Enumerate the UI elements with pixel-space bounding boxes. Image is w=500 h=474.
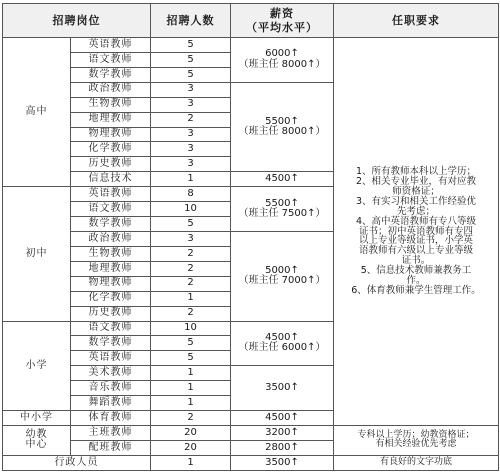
count-cell: 1 — [151, 172, 231, 187]
salary-cell — [231, 231, 334, 321]
level-kindergarten-line2: 中心 — [25, 439, 48, 451]
count-cell: 3 — [151, 231, 231, 246]
position-cell: 历史教师 — [71, 157, 151, 172]
count-cell: 10 — [151, 321, 231, 336]
requirement-item: 4、高中英语教师有专八等级 — [355, 215, 477, 227]
header-row — [3, 4, 499, 38]
count-cell: 2 — [151, 112, 231, 127]
header-count: 招聘人数 — [151, 4, 231, 38]
salary-cell: 3200↑ — [231, 425, 334, 440]
header-requirements: 任职要求 — [334, 4, 499, 38]
position-cell-admin: 行政人员 — [3, 455, 151, 470]
count-cell: 20 — [151, 440, 231, 455]
requirement-item: 5、信息技术教师兼教务工 — [360, 265, 472, 277]
position-cell: 语文教师 — [71, 321, 151, 336]
position-cell: 配班教师 — [71, 440, 151, 455]
salary-base: 6000↑ — [265, 48, 299, 60]
salary-head-teacher: （班主任 8000↑） — [238, 58, 326, 70]
salary-cell: 3500↑ — [231, 366, 334, 411]
count-cell: 1 — [151, 381, 231, 396]
salary-head-teacher: （班主任 7500↑） — [238, 208, 326, 220]
header-salary-line1: 薪资 — [270, 6, 294, 20]
position-cell: 舞蹈教师 — [71, 396, 151, 411]
position-cell: 生物教师 — [71, 246, 151, 261]
level-mid-primary: 中小学 — [3, 411, 71, 426]
count-cell: 1 — [151, 455, 231, 470]
count-cell: 20 — [151, 425, 231, 440]
table-row — [3, 455, 499, 470]
requirement-item: 证书。 — [401, 255, 431, 267]
salary-cell: 2800↑ — [231, 440, 334, 455]
requirement-item: 语教师有六级以上专业等级 — [358, 245, 473, 257]
salary-base: 4500↑ — [265, 331, 299, 343]
position-cell: 信息技术 — [71, 172, 151, 187]
position-cell: 体育教师 — [71, 411, 151, 426]
count-cell: 5 — [151, 351, 231, 366]
count-cell: 3 — [151, 97, 231, 112]
count-cell: 3 — [151, 157, 231, 172]
table-row — [3, 38, 499, 53]
requirement-item: 1、所有教师本科以上学历； — [355, 165, 477, 177]
header-salary-line2: （平均水平） — [246, 20, 318, 34]
position-cell: 音乐教师 — [71, 381, 151, 396]
count-cell: 5 — [151, 67, 231, 82]
count-cell: 3 — [151, 142, 231, 157]
count-cell: 3 — [151, 82, 231, 97]
salary-head-teacher: （班主任 7000↑） — [238, 275, 326, 287]
header-position: 招聘岗位 — [3, 4, 151, 38]
count-cell: 8 — [151, 187, 231, 202]
position-cell: 政治教师 — [71, 82, 151, 97]
salary-cell: 4500↑ — [231, 172, 334, 187]
requirement-item: 2、相关专业毕业，有对应教 — [355, 175, 477, 187]
count-cell: 1 — [151, 291, 231, 306]
level-middle-school: 初中 — [3, 187, 71, 321]
salary-cell: 4500↑ — [231, 411, 334, 426]
requirement-item: 以上专业等级证书，小学英 — [358, 235, 473, 247]
count-cell: 2 — [151, 411, 231, 426]
position-cell: 英语教师 — [71, 187, 151, 202]
requirement-item: 作。 — [406, 275, 426, 287]
position-cell: 数学教师 — [71, 67, 151, 82]
count-cell: 5 — [151, 52, 231, 67]
recruitment-table — [2, 3, 499, 471]
position-cell: 英语教师 — [71, 38, 151, 53]
position-cell: 地理教师 — [71, 261, 151, 276]
count-cell: 10 — [151, 202, 231, 217]
position-cell: 英语教师 — [71, 351, 151, 366]
position-cell: 地理教师 — [71, 112, 151, 127]
count-cell: 5 — [151, 217, 231, 232]
salary-head-teacher: （班主任 6000↑） — [238, 342, 326, 354]
position-cell: 物理教师 — [71, 127, 151, 142]
count-cell: 3 — [151, 127, 231, 142]
position-cell: 主班教师 — [71, 425, 151, 440]
requirement-item: 6、体育教师兼学生管理工作。 — [351, 285, 481, 297]
position-cell: 化学教师 — [71, 291, 151, 306]
level-high-school: 高中 — [3, 38, 71, 187]
position-cell: 数学教师 — [71, 217, 151, 232]
count-cell: 2 — [151, 246, 231, 261]
requirement-item: 专科以上学历；幼教资格证； — [357, 429, 475, 440]
salary-head-teacher: （班主任 8000↑） — [238, 126, 326, 138]
count-cell: 5 — [151, 336, 231, 351]
position-cell: 历史教师 — [71, 306, 151, 321]
salary-base: 5500↑ — [265, 197, 299, 209]
count-cell: 1 — [151, 366, 231, 381]
salary-cell — [231, 321, 334, 366]
kindergarten-requirements — [334, 425, 499, 455]
position-cell: 化学教师 — [71, 142, 151, 157]
salary-cell — [231, 187, 334, 232]
requirement-item: 证书；初中英语教师有专四 — [358, 225, 473, 237]
salary-cell — [231, 82, 334, 172]
header-salary — [231, 4, 334, 38]
position-cell: 生物教师 — [71, 97, 151, 112]
salary-cell — [231, 38, 334, 83]
requirement-item: 师资格证； — [392, 185, 440, 197]
count-cell: 1 — [151, 396, 231, 411]
count-cell: 5 — [151, 38, 231, 53]
count-cell: 2 — [151, 306, 231, 321]
level-kindergarten — [3, 425, 71, 455]
admin-requirement: 有良好的文字功底 — [334, 455, 499, 470]
position-cell: 美术教师 — [71, 366, 151, 381]
salary-base: 5500↑ — [265, 115, 299, 127]
count-cell: 2 — [151, 276, 231, 291]
requirements-cell — [334, 38, 499, 426]
requirement-item: 3、有实习和相关工作经验优 — [355, 195, 477, 207]
position-cell: 物理教师 — [71, 276, 151, 291]
level-primary-school: 小学 — [3, 321, 71, 411]
position-cell: 数学教师 — [71, 336, 151, 351]
position-cell: 语文教师 — [71, 52, 151, 67]
count-cell: 2 — [151, 261, 231, 276]
table-row — [3, 425, 499, 440]
requirement-item: 有相关经验优先考虑 — [375, 439, 457, 450]
salary-base: 5000↑ — [265, 264, 299, 276]
position-cell: 语文教师 — [71, 202, 151, 217]
position-cell: 政治教师 — [71, 231, 151, 246]
level-kindergarten-line1: 幼教 — [25, 428, 48, 440]
requirement-item: 先考虑； — [396, 205, 435, 217]
salary-cell: 3500↑ — [231, 455, 334, 470]
